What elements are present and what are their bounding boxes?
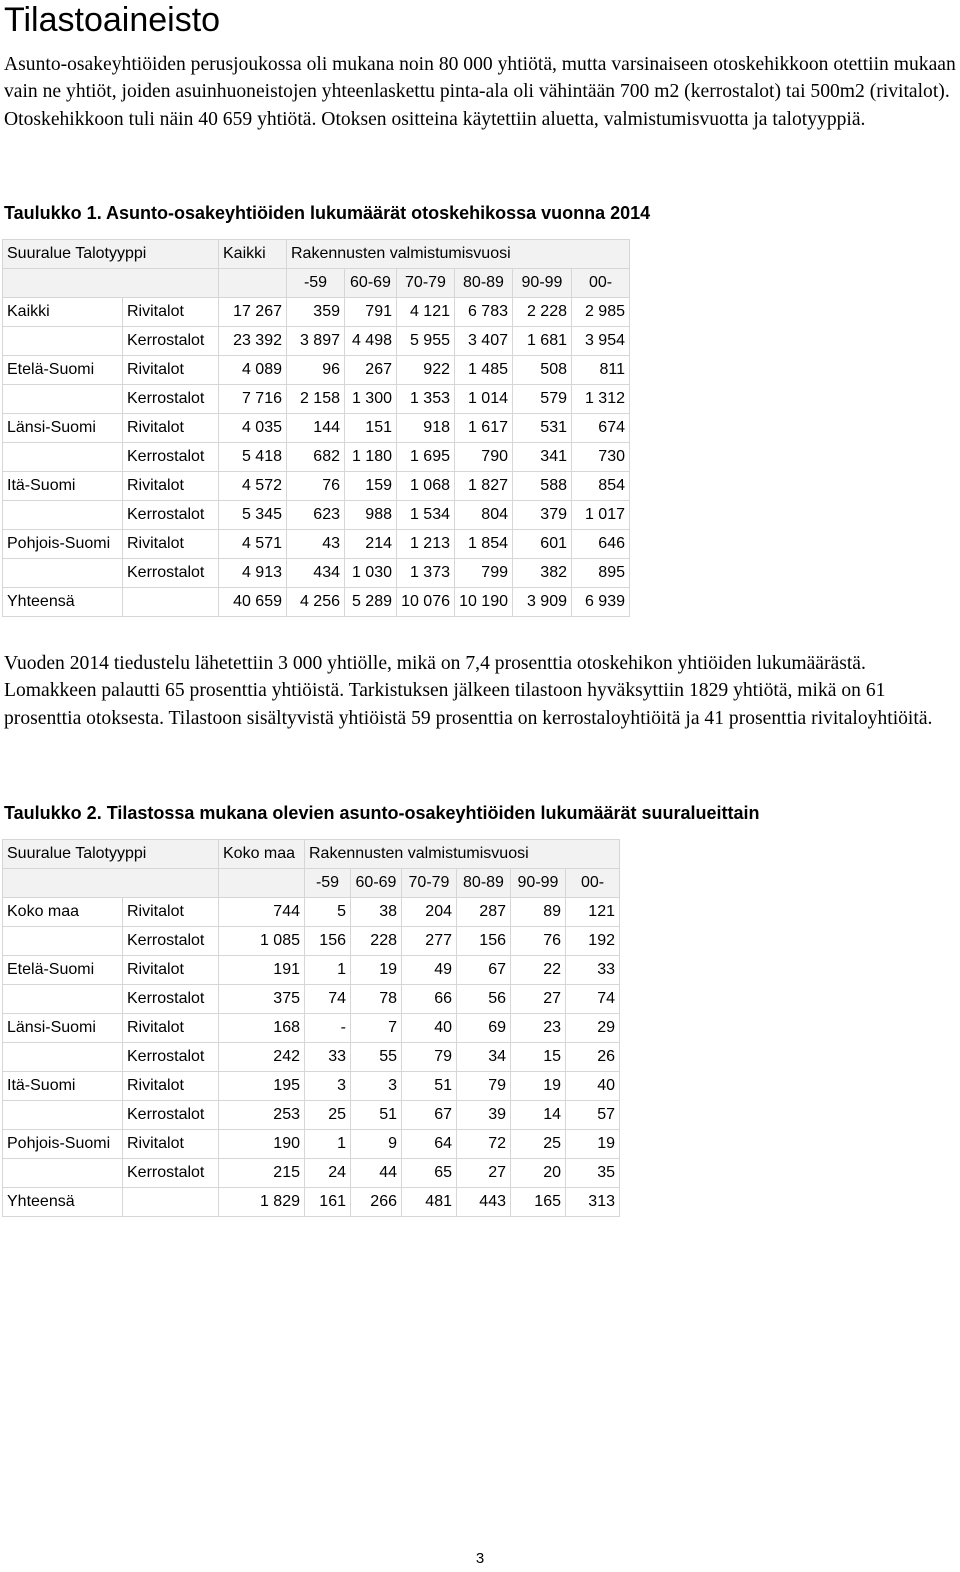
- value-cell: 27: [511, 985, 566, 1014]
- region-cell: Itä-Suomi: [3, 1072, 123, 1101]
- table-row: [3, 898, 620, 927]
- value-cell: 922: [397, 356, 455, 385]
- header-empty: [219, 869, 305, 898]
- value-cell: 72: [457, 1130, 511, 1159]
- value-cell: 5: [305, 898, 351, 927]
- table-row: [3, 588, 630, 617]
- region-cell: [3, 985, 123, 1014]
- header-period: 00-: [566, 869, 620, 898]
- value-cell: 66: [402, 985, 457, 1014]
- total-cell: 4 572: [219, 472, 287, 501]
- value-cell: 1 485: [455, 356, 513, 385]
- type-cell: [123, 588, 219, 617]
- value-cell: 23: [511, 1014, 566, 1043]
- value-cell: 646: [572, 530, 630, 559]
- table-row: [3, 414, 630, 443]
- value-cell: 1 068: [397, 472, 455, 501]
- value-cell: 38: [351, 898, 402, 927]
- value-cell: 33: [566, 956, 620, 985]
- value-cell: 51: [402, 1072, 457, 1101]
- value-cell: 854: [572, 472, 630, 501]
- region-cell: Koko maa: [3, 898, 123, 927]
- value-cell: 434: [287, 559, 345, 588]
- value-cell: 2 158: [287, 385, 345, 414]
- value-cell: 19: [511, 1072, 566, 1101]
- value-cell: 3 897: [287, 327, 345, 356]
- value-cell: 3 954: [572, 327, 630, 356]
- table2: [2, 839, 620, 1217]
- value-cell: 24: [305, 1159, 351, 1188]
- value-cell: 76: [511, 927, 566, 956]
- value-cell: 1 827: [455, 472, 513, 501]
- value-cell: -: [305, 1014, 351, 1043]
- value-cell: 988: [345, 501, 397, 530]
- header-periods-row: [3, 869, 620, 898]
- type-cell: Kerrostalot: [123, 1159, 219, 1188]
- value-cell: 156: [305, 927, 351, 956]
- value-cell: 22: [511, 956, 566, 985]
- type-cell: Rivitalot: [123, 356, 219, 385]
- table-row: [3, 1130, 620, 1159]
- value-cell: 55: [351, 1043, 402, 1072]
- value-cell: 918: [397, 414, 455, 443]
- total-cell: 375: [219, 985, 305, 1014]
- value-cell: 601: [513, 530, 572, 559]
- total-cell: 4 035: [219, 414, 287, 443]
- region-cell: Itä-Suomi: [3, 472, 123, 501]
- table-row: [3, 385, 630, 414]
- value-cell: 266: [351, 1188, 402, 1217]
- value-cell: 79: [457, 1072, 511, 1101]
- value-cell: 74: [305, 985, 351, 1014]
- total-cell: 17 267: [219, 298, 287, 327]
- value-cell: 1 534: [397, 501, 455, 530]
- total-cell: 23 392: [219, 327, 287, 356]
- value-cell: 1 030: [345, 559, 397, 588]
- value-cell: 51: [351, 1101, 402, 1130]
- region-cell: Yhteensä: [3, 1188, 123, 1217]
- value-cell: 40: [402, 1014, 457, 1043]
- value-cell: 33: [305, 1043, 351, 1072]
- value-cell: 4 121: [397, 298, 455, 327]
- table-row: [3, 927, 620, 956]
- value-cell: 682: [287, 443, 345, 472]
- value-cell: 623: [287, 501, 345, 530]
- table-row: [3, 501, 630, 530]
- region-cell: [3, 1043, 123, 1072]
- type-cell: Rivitalot: [123, 414, 219, 443]
- value-cell: 9: [351, 1130, 402, 1159]
- value-cell: 804: [455, 501, 513, 530]
- value-cell: 1 312: [572, 385, 630, 414]
- region-cell: [3, 1101, 123, 1130]
- header-empty: [3, 869, 219, 898]
- header-region-type: Suuralue Talotyyppi: [3, 240, 219, 269]
- type-cell: Rivitalot: [123, 956, 219, 985]
- value-cell: 6 939: [572, 588, 630, 617]
- value-cell: 811: [572, 356, 630, 385]
- value-cell: 7: [351, 1014, 402, 1043]
- table-row: [3, 1072, 620, 1101]
- total-cell: 4 913: [219, 559, 287, 588]
- region-cell: [3, 443, 123, 472]
- value-cell: 161: [305, 1188, 351, 1217]
- value-cell: 3: [351, 1072, 402, 1101]
- value-cell: 76: [287, 472, 345, 501]
- value-cell: 379: [513, 501, 572, 530]
- value-cell: 481: [402, 1188, 457, 1217]
- table-row: [3, 985, 620, 1014]
- header-period: 60-69: [345, 269, 397, 298]
- header-row: [3, 840, 620, 869]
- page-number: 3: [475, 1550, 485, 1567]
- value-cell: 204: [402, 898, 457, 927]
- value-cell: 443: [457, 1188, 511, 1217]
- table-row: [3, 1014, 620, 1043]
- type-cell: Kerrostalot: [123, 1101, 219, 1130]
- value-cell: 5 289: [345, 588, 397, 617]
- value-cell: 34: [457, 1043, 511, 1072]
- header-period: 80-89: [457, 869, 511, 898]
- header-period: 70-79: [402, 869, 457, 898]
- value-cell: 1: [305, 1130, 351, 1159]
- value-cell: 39: [457, 1101, 511, 1130]
- value-cell: 67: [457, 956, 511, 985]
- table-row: [3, 559, 630, 588]
- value-cell: 79: [402, 1043, 457, 1072]
- type-cell: Rivitalot: [123, 1072, 219, 1101]
- type-cell: Kerrostalot: [123, 1043, 219, 1072]
- intro-paragraph: Asunto-osakeyhtiöiden perusjoukossa oli mukana noin 80 000 yhtiötä, mutta varsinaiseen otoskehikkoon otettiin mukaan vain ne yhtiöt, joiden asuinhuoneistojen yhteenlaskettu pinta-ala oli vähintään 700 m2 (kerrostalot) tai 500m2 (rivitalot). Otoskehikkoon tuli näin 40 659 yhtiötä. Otoksen ositteina käytettiin aluetta, valmistumisvuotta ja talotyyppiä.: [4, 54, 956, 130]
- total-cell: 1 829: [219, 1188, 305, 1217]
- value-cell: 10 190: [455, 588, 513, 617]
- type-cell: Rivitalot: [123, 1130, 219, 1159]
- type-cell: Kerrostalot: [123, 985, 219, 1014]
- value-cell: 74: [566, 985, 620, 1014]
- value-cell: 730: [572, 443, 630, 472]
- value-cell: 2 985: [572, 298, 630, 327]
- value-cell: 43: [287, 530, 345, 559]
- value-cell: 228: [351, 927, 402, 956]
- header-total: Koko maa: [219, 840, 305, 869]
- value-cell: 790: [455, 443, 513, 472]
- value-cell: 65: [402, 1159, 457, 1188]
- value-cell: 1 014: [455, 385, 513, 414]
- total-cell: 1 085: [219, 927, 305, 956]
- total-cell: 40 659: [219, 588, 287, 617]
- value-cell: 19: [351, 956, 402, 985]
- value-cell: 156: [457, 927, 511, 956]
- value-cell: 89: [511, 898, 566, 927]
- value-cell: 96: [287, 356, 345, 385]
- region-cell: Etelä-Suomi: [3, 356, 123, 385]
- total-cell: 191: [219, 956, 305, 985]
- value-cell: 1 213: [397, 530, 455, 559]
- value-cell: 121: [566, 898, 620, 927]
- region-cell: Etelä-Suomi: [3, 956, 123, 985]
- value-cell: 159: [345, 472, 397, 501]
- header-build-year: Rakennusten valmistumisvuosi: [287, 240, 630, 269]
- type-cell: Rivitalot: [123, 472, 219, 501]
- value-cell: 20: [511, 1159, 566, 1188]
- value-cell: 1 854: [455, 530, 513, 559]
- value-cell: 29: [566, 1014, 620, 1043]
- total-cell: 253: [219, 1101, 305, 1130]
- type-cell: Rivitalot: [123, 298, 219, 327]
- value-cell: 57: [566, 1101, 620, 1130]
- type-cell: Rivitalot: [123, 1014, 219, 1043]
- table-row: [3, 1159, 620, 1188]
- value-cell: 214: [345, 530, 397, 559]
- value-cell: 144: [287, 414, 345, 443]
- header-period: 90-99: [513, 269, 572, 298]
- value-cell: 1 373: [397, 559, 455, 588]
- value-cell: 588: [513, 472, 572, 501]
- region-cell: Pohjois-Suomi: [3, 1130, 123, 1159]
- value-cell: 27: [457, 1159, 511, 1188]
- value-cell: 791: [345, 298, 397, 327]
- value-cell: 1 300: [345, 385, 397, 414]
- table-row: [3, 530, 630, 559]
- value-cell: 313: [566, 1188, 620, 1217]
- value-cell: 1 353: [397, 385, 455, 414]
- page-title: Tilastoaineisto: [4, 1, 221, 39]
- table1: [2, 239, 630, 617]
- total-cell: 195: [219, 1072, 305, 1101]
- value-cell: 26: [566, 1043, 620, 1072]
- region-cell: Länsi-Suomi: [3, 414, 123, 443]
- type-cell: Kerrostalot: [123, 327, 219, 356]
- value-cell: 341: [513, 443, 572, 472]
- type-cell: Rivitalot: [123, 530, 219, 559]
- region-cell: Länsi-Suomi: [3, 1014, 123, 1043]
- type-cell: Kerrostalot: [123, 501, 219, 530]
- region-cell: Yhteensä: [3, 588, 123, 617]
- header-period: 70-79: [397, 269, 455, 298]
- value-cell: 1 180: [345, 443, 397, 472]
- header-period: 80-89: [455, 269, 513, 298]
- total-cell: 242: [219, 1043, 305, 1072]
- region-cell: Kaikki: [3, 298, 123, 327]
- survey-paragraph: Vuoden 2014 tiedustelu lähetettiin 3 000 yhtiölle, mikä on 7,4 prosenttia otoskehikon yhtiöiden lukumäärästä. Lomakkeen palautti 65 prosenttia yhtiöistä. Tarkistuksen jälkeen tilastoon hyväksyttiin 1829 yhtiötä, mikä on 61 prosenttia otoksesta. Tilastoon sisältyvistä yhtiöistä 59 prosenttia on kerrostaloyhtiöitä ja 41 prosenttia rivitaloyhtiöitä.: [4, 653, 933, 729]
- value-cell: 15: [511, 1043, 566, 1072]
- header-region-type: Suuralue Talotyyppi: [3, 840, 219, 869]
- value-cell: 359: [287, 298, 345, 327]
- value-cell: 895: [572, 559, 630, 588]
- value-cell: 40: [566, 1072, 620, 1101]
- header-period: 00-: [572, 269, 630, 298]
- total-cell: 744: [219, 898, 305, 927]
- header-total: Kaikki: [219, 240, 287, 269]
- value-cell: 67: [402, 1101, 457, 1130]
- value-cell: 10 076: [397, 588, 455, 617]
- value-cell: 44: [351, 1159, 402, 1188]
- value-cell: 192: [566, 927, 620, 956]
- header-build-year: Rakennusten valmistumisvuosi: [305, 840, 620, 869]
- header-empty: [3, 269, 219, 298]
- region-cell: [3, 327, 123, 356]
- total-cell: 4 089: [219, 356, 287, 385]
- value-cell: 3 407: [455, 327, 513, 356]
- total-cell: 5 418: [219, 443, 287, 472]
- value-cell: 287: [457, 898, 511, 927]
- total-cell: 168: [219, 1014, 305, 1043]
- value-cell: 1: [305, 956, 351, 985]
- header-row: [3, 240, 630, 269]
- region-cell: Pohjois-Suomi: [3, 530, 123, 559]
- value-cell: 56: [457, 985, 511, 1014]
- value-cell: 25: [305, 1101, 351, 1130]
- value-cell: 1 695: [397, 443, 455, 472]
- value-cell: 78: [351, 985, 402, 1014]
- region-cell: [3, 385, 123, 414]
- total-cell: 215: [219, 1159, 305, 1188]
- value-cell: 35: [566, 1159, 620, 1188]
- value-cell: 277: [402, 927, 457, 956]
- region-cell: [3, 1159, 123, 1188]
- value-cell: 674: [572, 414, 630, 443]
- header-empty: [219, 269, 287, 298]
- value-cell: 19: [566, 1130, 620, 1159]
- value-cell: 799: [455, 559, 513, 588]
- table-row: [3, 298, 630, 327]
- type-cell: Rivitalot: [123, 898, 219, 927]
- table1-caption: Taulukko 1. Asunto-osakeyhtiöiden lukumäärät otoskehikossa vuonna 2014: [4, 203, 651, 223]
- header-period: -59: [287, 269, 345, 298]
- value-cell: 4 498: [345, 327, 397, 356]
- value-cell: 1 617: [455, 414, 513, 443]
- value-cell: 382: [513, 559, 572, 588]
- value-cell: 4 256: [287, 588, 345, 617]
- value-cell: 151: [345, 414, 397, 443]
- type-cell: Kerrostalot: [123, 559, 219, 588]
- value-cell: 1 017: [572, 501, 630, 530]
- value-cell: 165: [511, 1188, 566, 1217]
- table-row: [3, 1043, 620, 1072]
- value-cell: 14: [511, 1101, 566, 1130]
- value-cell: 6 783: [455, 298, 513, 327]
- table-row: [3, 443, 630, 472]
- value-cell: 69: [457, 1014, 511, 1043]
- table-row: [3, 472, 630, 501]
- table-row: [3, 327, 630, 356]
- value-cell: 64: [402, 1130, 457, 1159]
- value-cell: 5 955: [397, 327, 455, 356]
- header-period: 60-69: [351, 869, 402, 898]
- type-cell: Kerrostalot: [123, 385, 219, 414]
- value-cell: 3 909: [513, 588, 572, 617]
- value-cell: 2 228: [513, 298, 572, 327]
- value-cell: 1 681: [513, 327, 572, 356]
- region-cell: [3, 559, 123, 588]
- header-period: 90-99: [511, 869, 566, 898]
- table-row: [3, 1101, 620, 1130]
- total-cell: 5 345: [219, 501, 287, 530]
- header-periods-row: [3, 269, 630, 298]
- type-cell: Kerrostalot: [123, 443, 219, 472]
- value-cell: 25: [511, 1130, 566, 1159]
- type-cell: Kerrostalot: [123, 927, 219, 956]
- total-cell: 190: [219, 1130, 305, 1159]
- table2-caption: Taulukko 2. Tilastossa mukana olevien asunto-osakeyhtiöiden lukumäärät suuralueittain: [4, 803, 760, 823]
- total-cell: 7 716: [219, 385, 287, 414]
- table-row: [3, 1188, 620, 1217]
- value-cell: 508: [513, 356, 572, 385]
- value-cell: 531: [513, 414, 572, 443]
- region-cell: [3, 927, 123, 956]
- region-cell: [3, 501, 123, 530]
- type-cell: [123, 1188, 219, 1217]
- header-period: -59: [305, 869, 351, 898]
- value-cell: 3: [305, 1072, 351, 1101]
- value-cell: 49: [402, 956, 457, 985]
- value-cell: 579: [513, 385, 572, 414]
- table-row: [3, 356, 630, 385]
- total-cell: 4 571: [219, 530, 287, 559]
- table-row: [3, 956, 620, 985]
- value-cell: 267: [345, 356, 397, 385]
